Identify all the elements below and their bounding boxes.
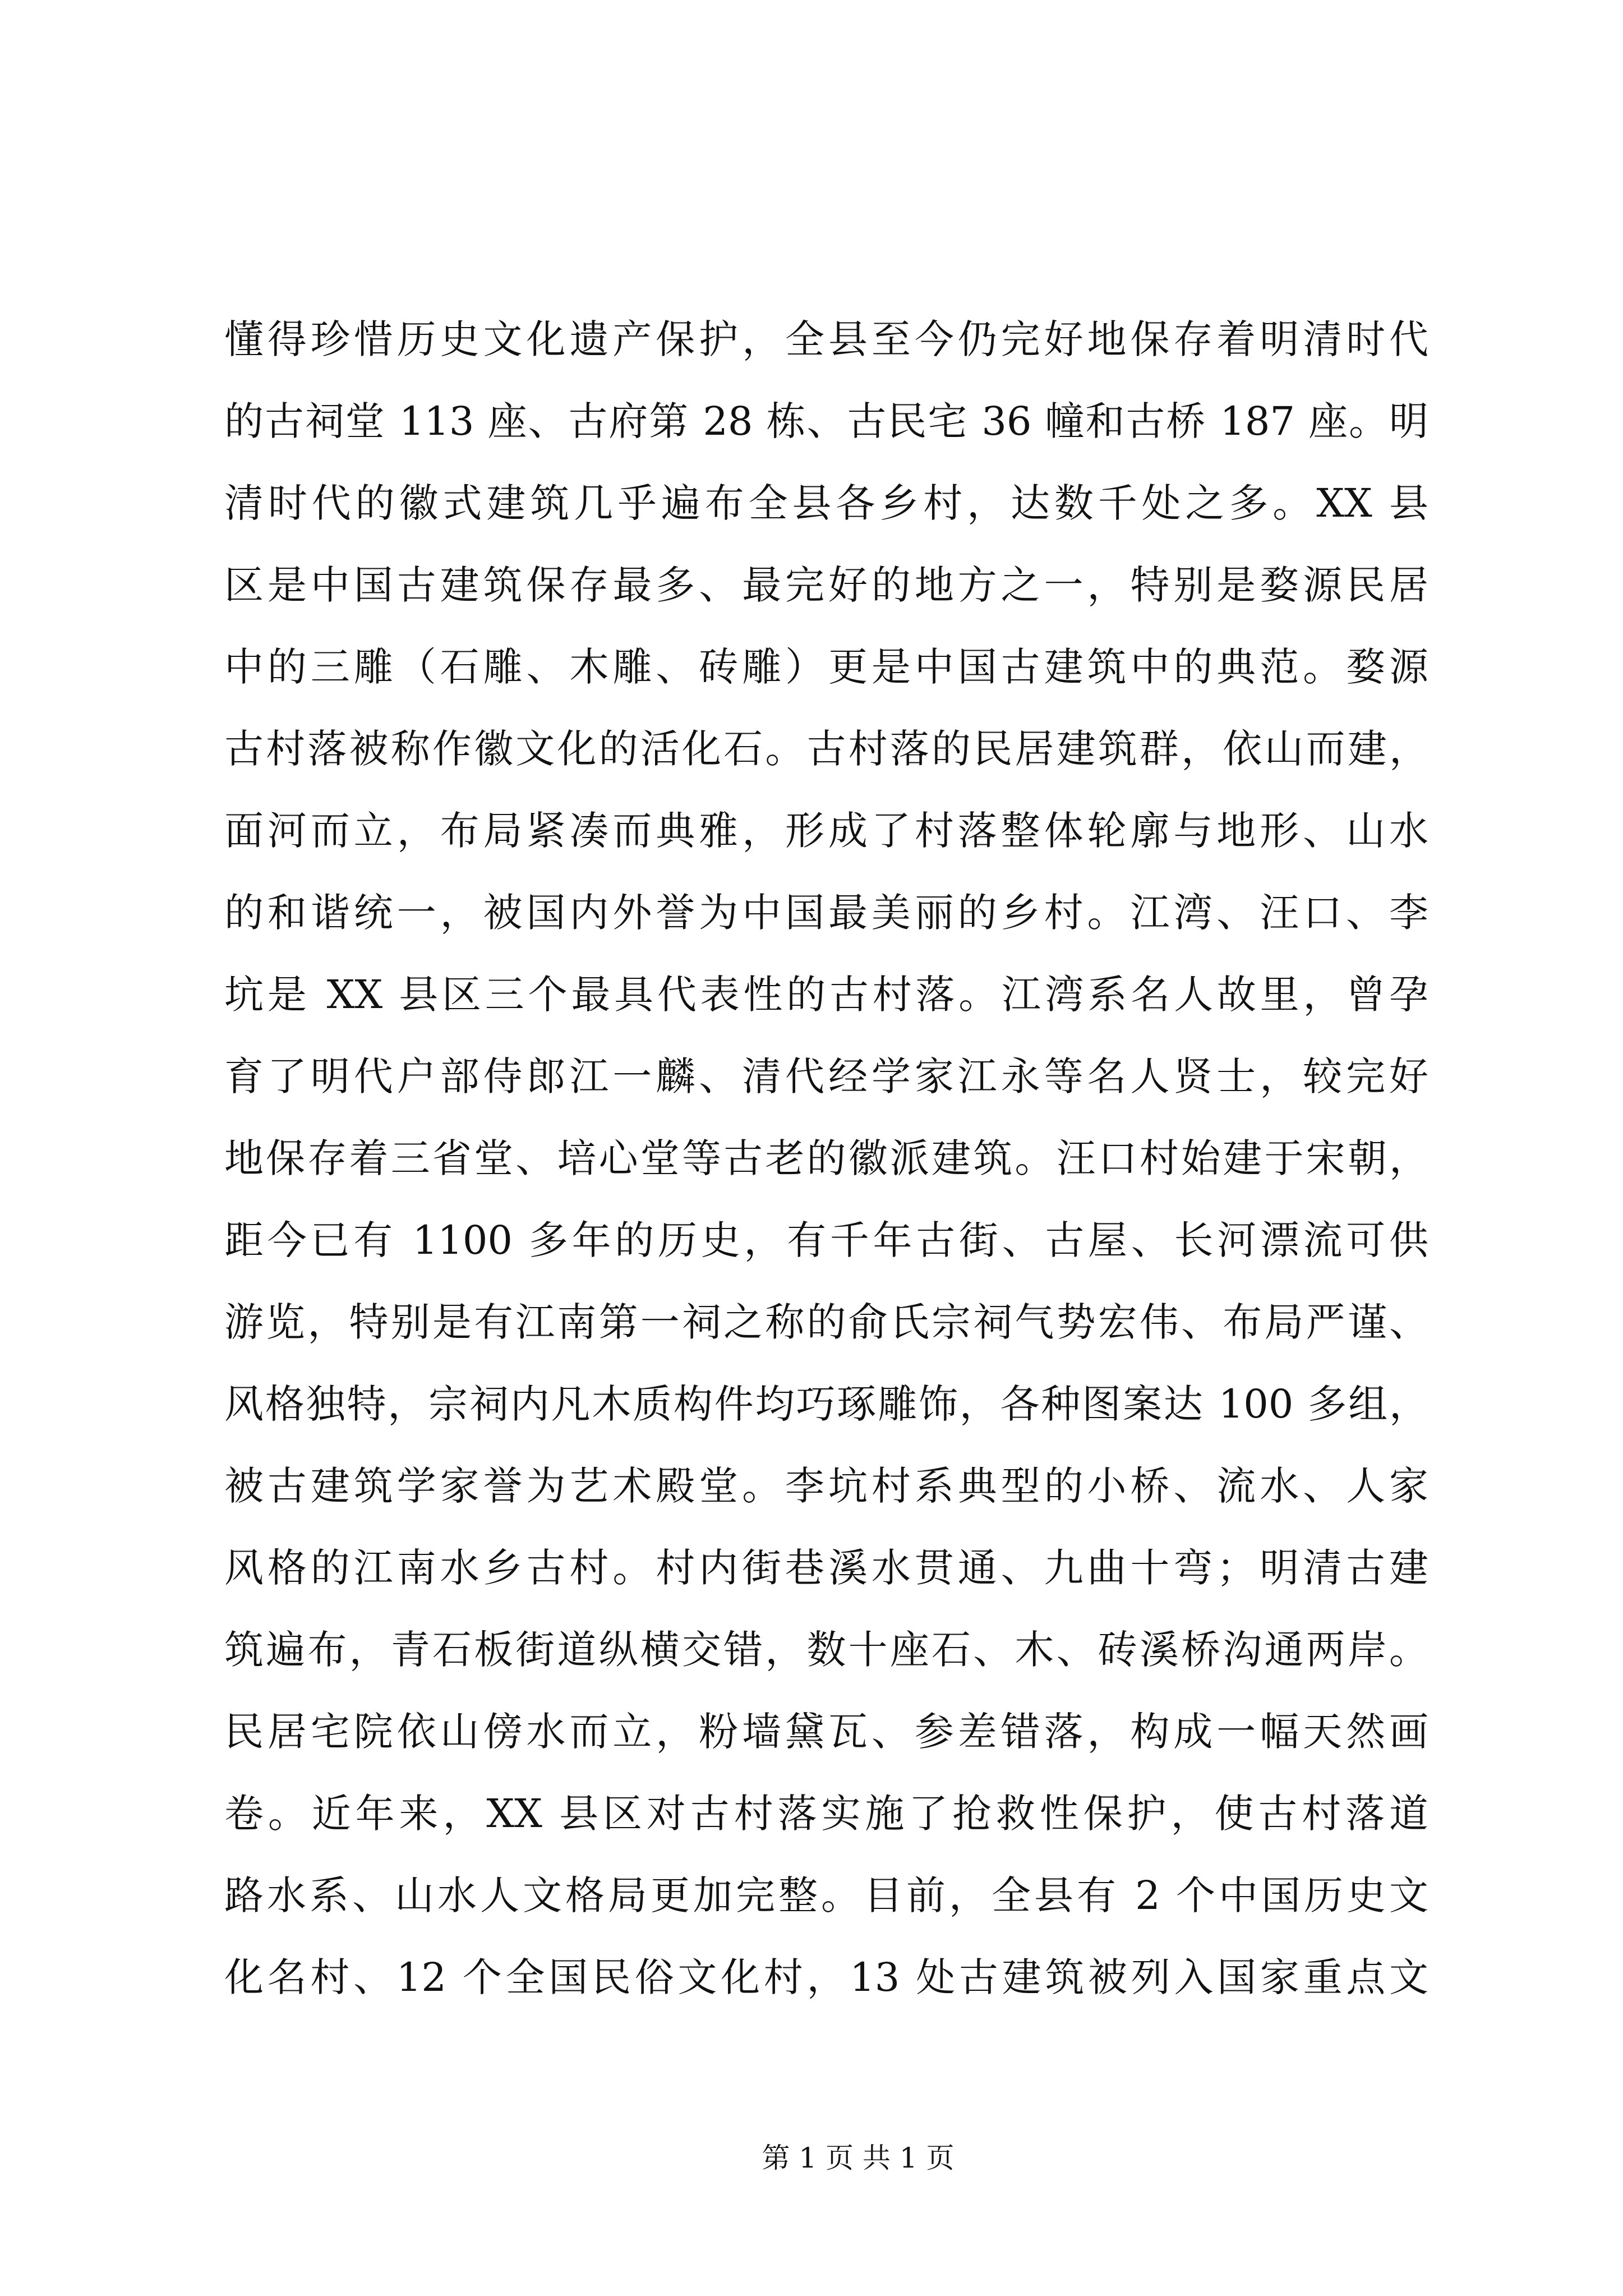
body-text-line: 中的三雕（石雕、木雕、砖雕）更是中国古建筑中的典范。婺源 [224,644,1428,690]
body-text-line: 卷。近年来，XX 县区对古村落实施了抢救性保护，使古村落道 [224,1791,1428,1837]
document-body [224,298,1428,2018]
body-text-line: 地保存着三省堂、培心堂等古老的徽派建筑。汪口村始建于宋朝， [224,1135,1428,1181]
body-text-line: 化名村、12 个全国民俗文化村，13 处古建筑被列入国家重点文 [224,1954,1428,2000]
body-text-line: 路水系、山水人文格局更加完整。目前，全县有 2 个中国历史文 [224,1872,1428,1918]
body-text-line: 的和谐统一，被国内外誉为中国最美丽的乡村。江湾、汪口、李 [224,890,1428,936]
body-text-line: 区是中国古建筑保存最多、最完好的地方之一，特别是婺源民居 [224,562,1428,608]
body-text-line: 面河而立，布局紧凑而典雅，形成了村落整体轮廓与地形、山水 [224,808,1428,854]
body-text-line: 懂得珍惜历史文化遗产保护，全县至今仍完好地保存着明清时代 [224,316,1428,362]
body-text-line: 育了明代户部侍郎江一麟、清代经学家江永等名人贤士，较完好 [224,1053,1428,1099]
body-text-line: 古村落被称作徽文化的活化石。古村落的民居建筑群，依山而建， [224,726,1428,772]
body-text-line: 坑是 XX 县区三个最具代表性的古村落。江湾系名人故里，曾孕 [224,972,1428,1018]
page-footer: 第 1 页 共 1 页 [762,2142,955,2174]
body-text-line: 游览，特别是有江南第一祠之称的俞氏宗祠气势宏伟、布局严谨、 [224,1299,1428,1345]
body-text-line: 民居宅院依山傍水而立，粉墙黛瓦、参差错落，构成一幅天然画 [224,1709,1428,1755]
body-text-line: 风格的江南水乡古村。村内街巷溪水贯通、九曲十弯；明清古建 [224,1545,1428,1591]
body-text-line: 筑遍布，青石板街道纵横交错，数十座石、木、砖溪桥沟通两岸。 [224,1627,1428,1673]
body-text-line: 被古建筑学家誉为艺术殿堂。李坑村系典型的小桥、流水、人家 [224,1463,1428,1509]
body-text-line: 风格独特，宗祠内凡木质构件均巧琢雕饰，各种图案达 100 多组， [224,1381,1428,1427]
body-text-line: 距今已有 1100 多年的历史，有千年古街、古屋、长河漂流可供 [224,1217,1428,1263]
body-text-line: 的古祠堂 113 座、古府第 28 栋、古民宅 36 幢和古桥 187 座。明 [224,398,1428,444]
body-text-line: 清时代的徽式建筑几乎遍布全县各乡村，达数千处之多。XX 县 [224,480,1428,526]
